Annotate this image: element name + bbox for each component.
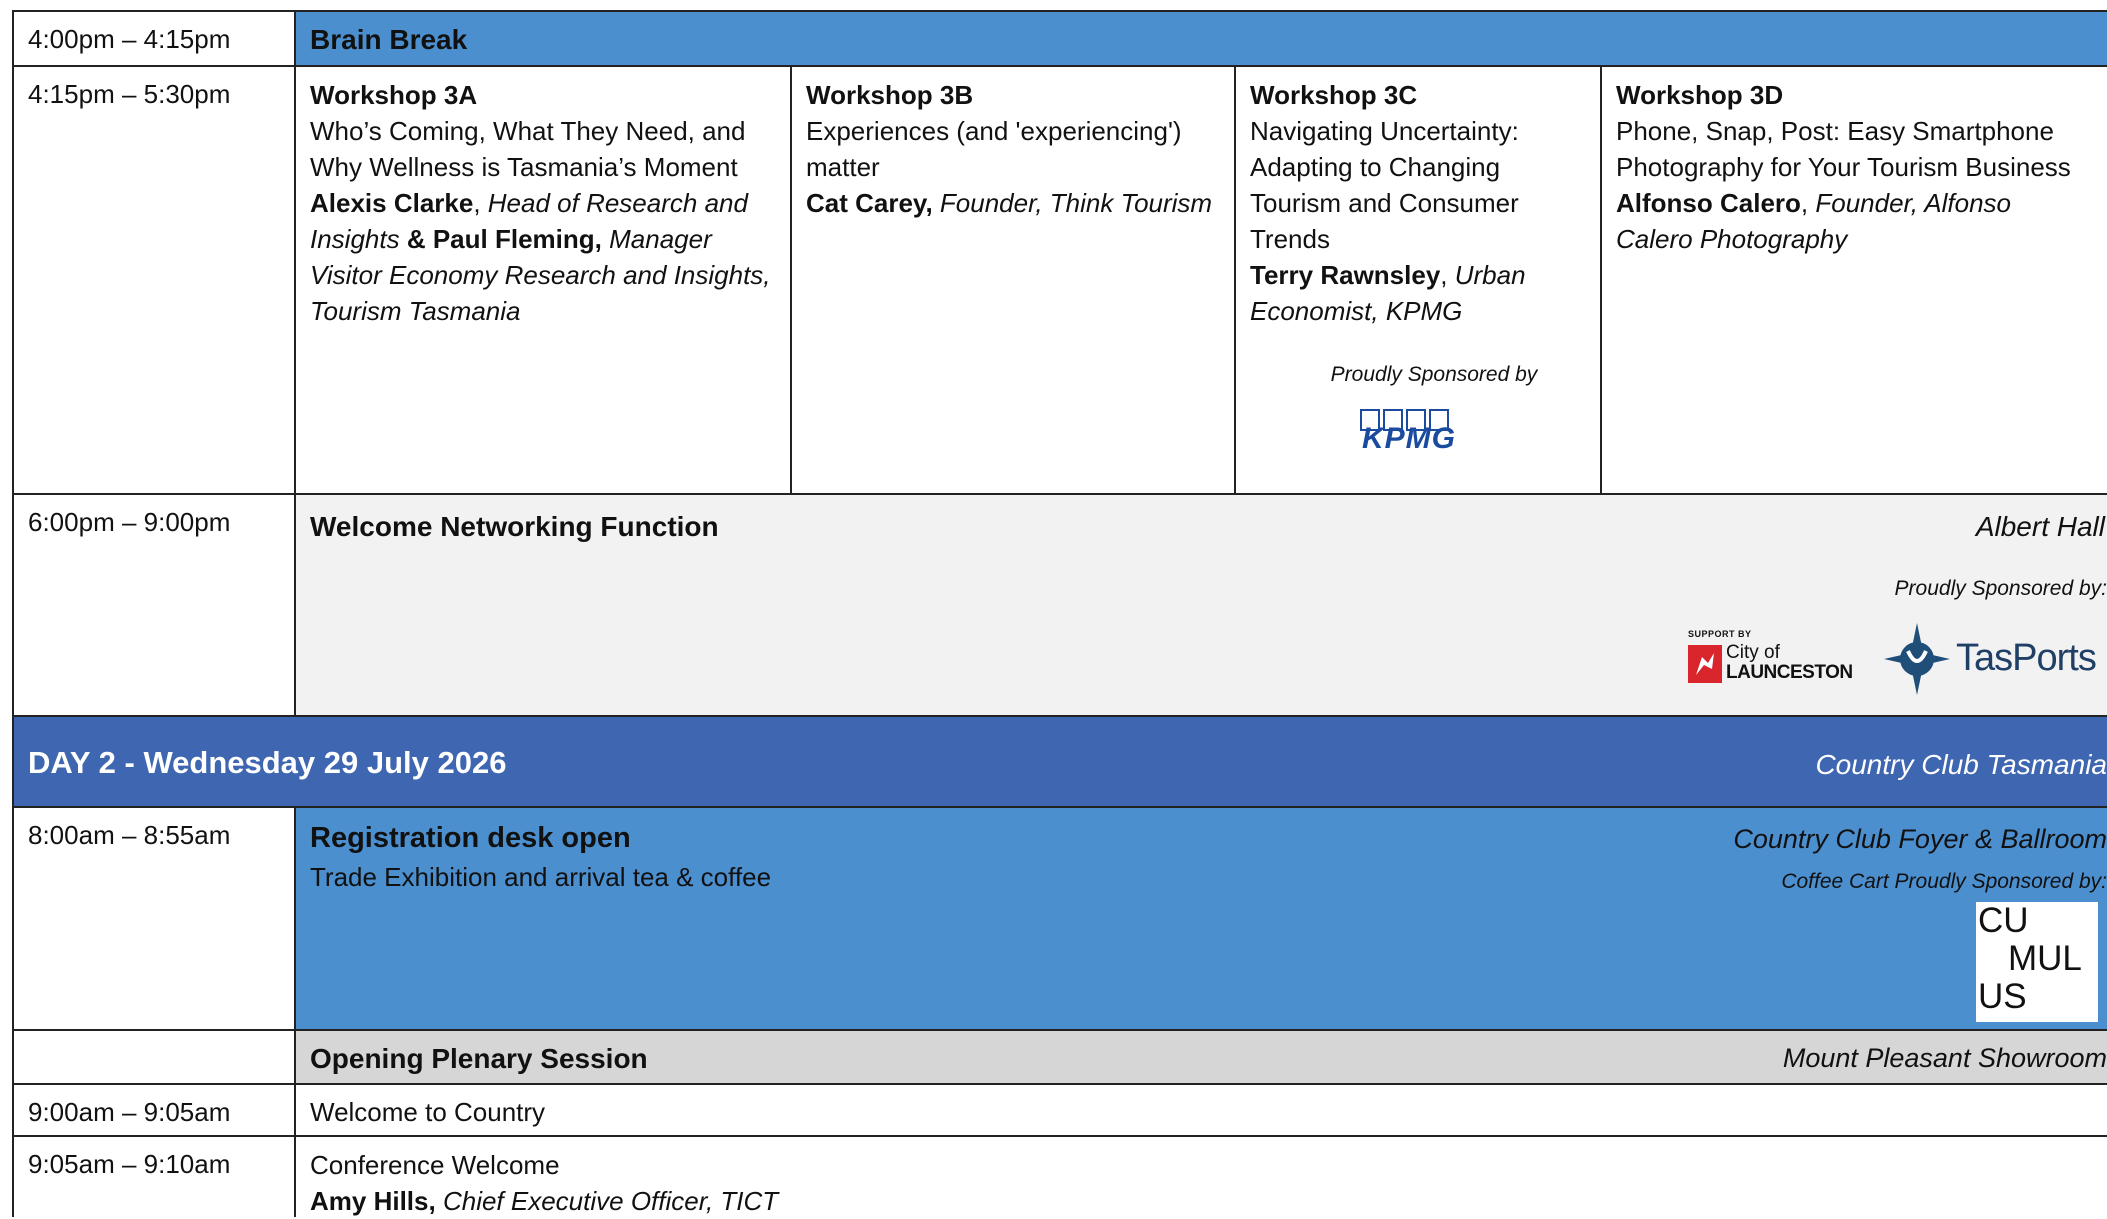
logo-line: US <box>1978 977 2027 1016</box>
sponsor-label: Proudly Sponsored by <box>1330 363 1538 386</box>
plenary-cell <box>294 1029 2107 1085</box>
workshop-title: Workshop 3C <box>1250 80 1418 110</box>
workshop-title: Workshop 3D <box>1616 80 1784 110</box>
speaker-name: Alfonso Calero <box>1616 188 1801 218</box>
day-title: DAY 2 - Wednesday 29 July 2026 <box>28 745 507 780</box>
logo-city-text: City of <box>1726 642 1780 663</box>
time-cell-welcome-function <box>12 493 296 717</box>
ampersand: & <box>399 224 433 254</box>
venue-label: Country Club Tasmania <box>1815 749 2107 780</box>
speaker-name: Amy Hills, <box>310 1186 436 1216</box>
speaker-role: Chief Executive Officer, TICT <box>442 1186 779 1216</box>
logo-line: CU <box>1978 901 2029 940</box>
workshop-3c-cell <box>1234 65 1602 495</box>
cumulus-logo <box>1976 902 2098 1022</box>
time-label: 4:00pm – 4:15pm <box>28 24 231 54</box>
kpmg-logo-text: KPMG <box>1362 422 1456 455</box>
time-cell-conference-welcome <box>12 1135 296 1217</box>
workshop-description: Navigating Uncertainty: Adapting to Changing Tourism and Consumer Trends <box>1250 116 1519 254</box>
session-title: Conference Welcome <box>310 1150 560 1180</box>
workshop-speakers: Alfonso Calero, Founder, Alfonso Calero Photography <box>1616 188 2011 254</box>
workshop-description: Who’s Coming, What They Need, and Why Wellness is Tasmania’s Moment <box>310 116 746 182</box>
time-cell-workshops <box>12 65 296 495</box>
speaker-name: Alexis Clarke <box>310 188 474 218</box>
tasports-logo-text: TasPorts <box>1956 637 2096 679</box>
workshop-title: Workshop 3B <box>806 80 974 110</box>
session-description: Trade Exhibition and arrival tea & coffee <box>310 862 772 892</box>
speaker-role: Founder, Think Tourism <box>939 188 1213 218</box>
launceston-crest-icon <box>1688 645 1722 683</box>
time-label: 4:15pm – 5:30pm <box>28 79 231 109</box>
speaker-role: Urban Economist, KPMG <box>1250 260 1526 326</box>
venue-label: Albert Hall <box>1975 511 2105 542</box>
kpmg-logo <box>1360 417 1470 467</box>
sponsor-label: Coffee Cart Proudly Sponsored by: <box>1781 870 2107 893</box>
workshop-description: Experiences (and 'experiencing') matter <box>806 116 1182 182</box>
sponsor-label: Proudly Sponsored by: <box>1894 577 2107 600</box>
welcome-country-cell <box>294 1083 2107 1137</box>
speaker-role: Manager Visitor Economy Research and Insights, Tourism Tasmania <box>310 224 771 326</box>
tasports-compass-icon <box>1884 623 1950 695</box>
time-label: 6:00pm – 9:00pm <box>28 507 231 537</box>
time-cell-registration <box>12 806 296 1031</box>
day2-header <box>12 715 2107 808</box>
workshop-3d-cell <box>1600 65 2107 495</box>
tasports-logo <box>1884 623 2104 695</box>
session-title: Opening Plenary Session <box>310 1043 648 1074</box>
workshop-description: Phone, Snap, Post: Easy Smartphone Photography for Your Tourism Business <box>1616 116 2071 182</box>
brain-break-cell <box>294 10 2107 67</box>
workshop-3a-cell <box>294 65 792 495</box>
time-cell-welcome-country <box>12 1083 296 1137</box>
speaker-name: Cat Carey, <box>806 188 933 218</box>
session-speaker <box>310 1183 2093 1219</box>
workshop-title: Workshop 3A <box>310 80 478 110</box>
speaker-role: Founder, Alfonso Calero Photography <box>1616 188 2011 254</box>
workshop-speakers: Terry Rawnsley, Urban Economist, KPMG <box>1250 260 1526 326</box>
logo-line: MUL <box>2008 939 2082 978</box>
time-cell-brain-break <box>12 10 296 67</box>
logo-support-text: SUPPORT BY <box>1688 629 1752 639</box>
time-label: 9:05am – 9:10am <box>28 1149 231 1179</box>
speaker-name: Paul Fleming, <box>432 224 602 254</box>
time-cell-plenary <box>12 1029 296 1085</box>
speaker-name: Terry Rawnsley <box>1250 260 1441 290</box>
venue-label: Mount Pleasant Showroom <box>1782 1043 2107 1073</box>
session-title: Registration desk open <box>310 822 631 854</box>
workshop-3b-cell <box>790 65 1236 495</box>
workshop-speakers: Alexis Clarke, Head of Research and Insights & Paul Fleming, Manager Visitor Economy Research and Insights, Tourism Tasmania <box>310 188 771 326</box>
city-of-launceston-logo <box>1688 629 1858 689</box>
logo-launceston-text: LAUNCESTON <box>1726 662 1853 683</box>
speaker-role: Head of Research and Insights <box>310 188 748 254</box>
registration-cell <box>294 806 2107 1031</box>
welcome-function-cell <box>294 493 2107 717</box>
conference-welcome-cell <box>294 1135 2107 1217</box>
venue-label: Country Club Foyer & Ballroom <box>1733 824 2107 854</box>
session-title: Brain Break <box>310 24 468 55</box>
workshop-speakers <box>806 185 1222 221</box>
session-title: Welcome Networking Function <box>310 511 719 542</box>
time-label: 8:00am – 8:55am <box>28 820 231 850</box>
session-title: Welcome to Country <box>310 1097 546 1127</box>
time-label: 9:00am – 9:05am <box>28 1097 231 1127</box>
